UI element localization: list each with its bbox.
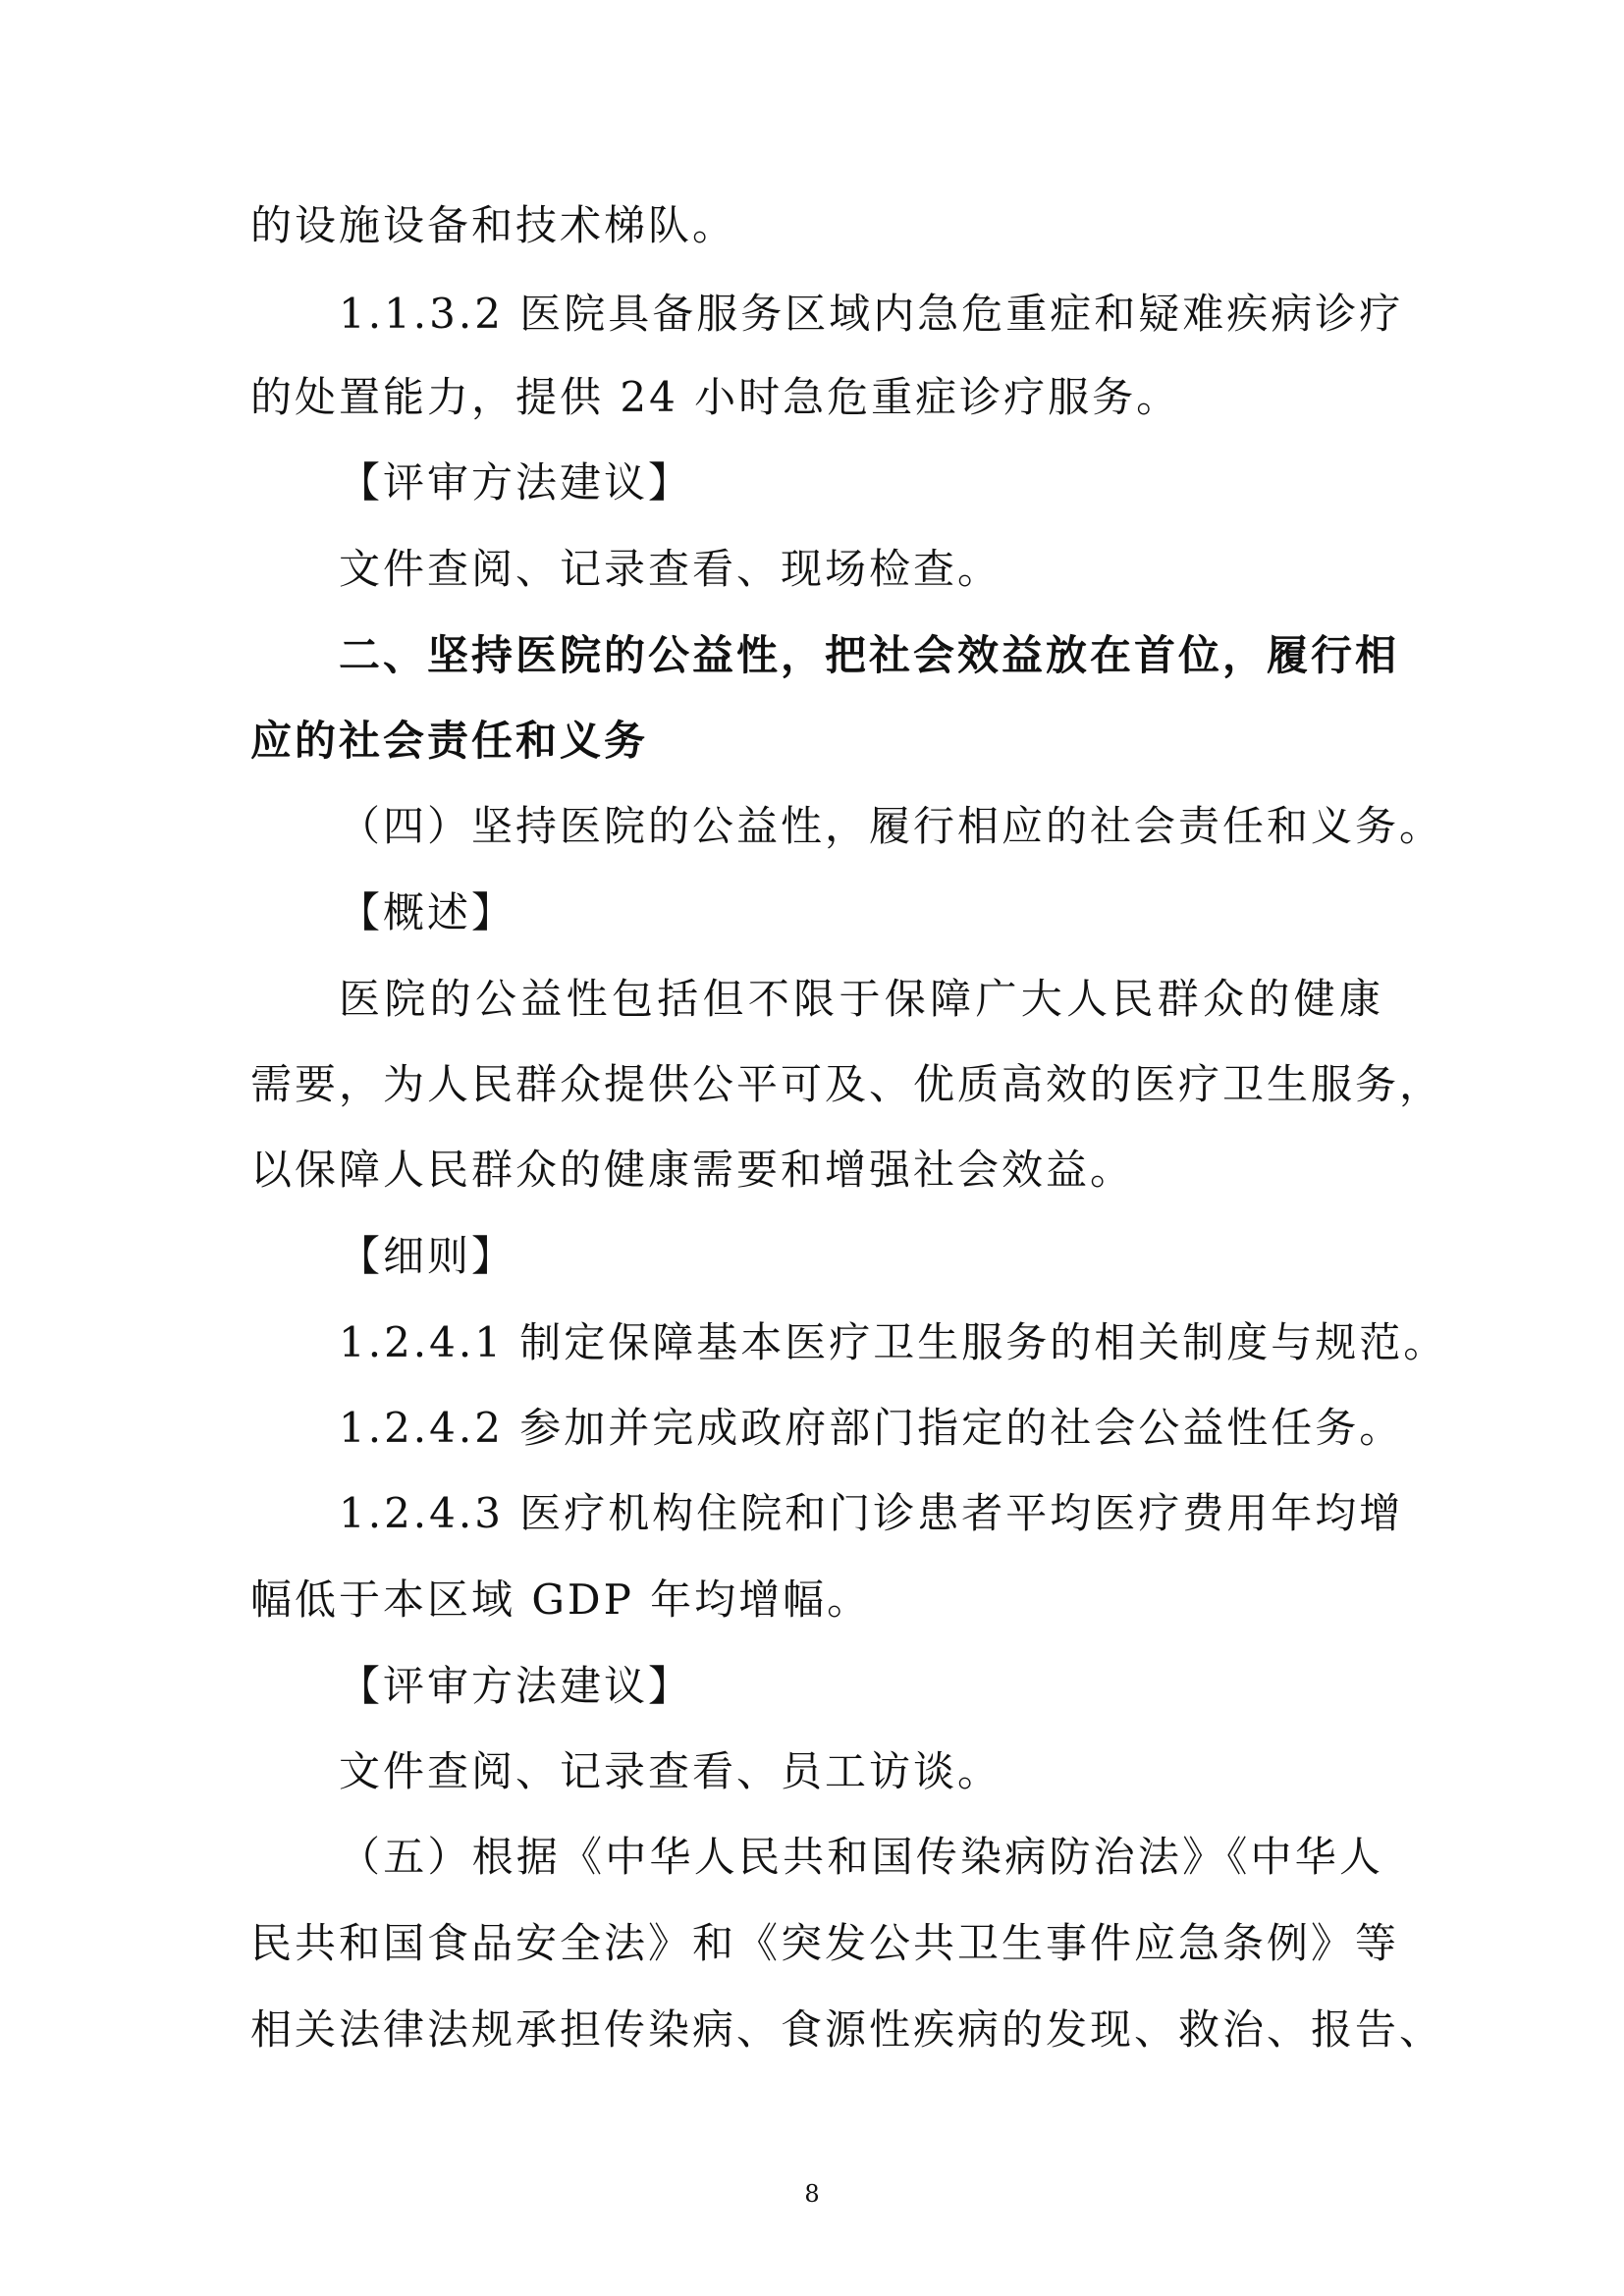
body-text-line: 的处置能力，提供 24 小时急危重症诊疗服务。 xyxy=(250,373,1181,421)
body-text-line: 民共和国食品安全法》和《突发公共卫生事件应急条例》等 xyxy=(250,1919,1400,1967)
page-number: 8 xyxy=(804,2180,820,2208)
body-text-line: 文件查阅、记录查看、现场检查。 xyxy=(339,545,1002,593)
section-label: 【评审方法建议】 xyxy=(339,458,693,507)
body-text-line: 1.2.4.3 医疗机构住院和门诊患者平均医疗费用年均增 xyxy=(339,1489,1404,1537)
body-text-line: 文件查阅、记录查看、员工访谈。 xyxy=(339,1747,1002,1795)
subsection-heading: （五）根据《中华人民共和国传染病防治法》《中华人 xyxy=(339,1833,1383,1881)
section-label: 【细则】 xyxy=(339,1232,516,1280)
body-text-line: 1.2.4.2 参加并完成政府部门指定的社会公益性任务。 xyxy=(339,1404,1404,1452)
section-heading: 应的社会责任和义务 xyxy=(250,717,649,765)
body-text-line: 相关法律法规承担传染病、食源性疾病的发现、救治、报告、 xyxy=(250,2005,1444,2054)
section-heading: 二、坚持医院的公益性，把社会效益放在首位，履行相 xyxy=(339,631,1400,679)
body-text-line: 需要，为人民群众提供公平可及、优质高效的医疗卫生服务， xyxy=(250,1060,1444,1108)
body-text-line: 1.1.3.2 医院具备服务区域内急危重症和疑难疾病诊疗 xyxy=(339,290,1404,338)
body-text-line: 以保障人民群众的健康需要和增强社会效益。 xyxy=(250,1146,1135,1194)
body-text-line: 幅低于本区域 GDP 年均增幅。 xyxy=(250,1575,872,1624)
section-label: 【概述】 xyxy=(339,888,516,936)
body-text-line: 1.2.4.1 制定保障基本医疗卫生服务的相关制度与规范。 xyxy=(339,1318,1448,1366)
body-text-line: 的设施设备和技术梯队。 xyxy=(250,201,737,249)
subsection-heading: （四）坚持医院的公益性，履行相应的社会责任和义务。 xyxy=(339,802,1444,850)
body-text-line: 医院的公益性包括但不限于保障广大人民群众的健康 xyxy=(339,975,1383,1023)
section-label: 【评审方法建议】 xyxy=(339,1662,693,1710)
